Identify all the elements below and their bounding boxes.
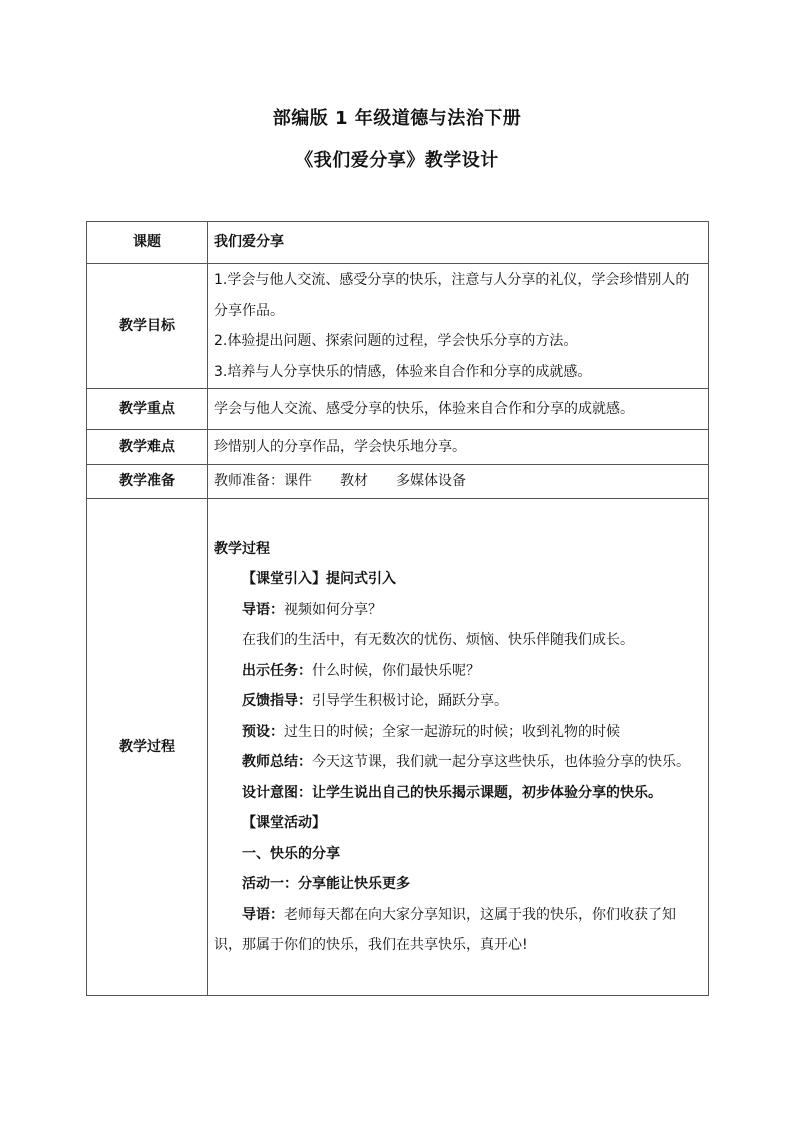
task-text: 什么时候，你们最快乐呢？ — [312, 662, 480, 679]
feedback-line — [214, 686, 702, 717]
feedback-label: 反馈指导： — [242, 693, 312, 709]
section-title: 一、快乐的分享 — [242, 845, 340, 862]
summary-text: 今天这节课，我们就一起分享这些快乐，也体验分享的快乐。 — [312, 754, 690, 770]
preparation-label: 教学准备 — [87, 465, 208, 499]
difficulty-label: 教学难点 — [87, 430, 208, 465]
key-points-value: 学会与他人交流、感受分享的快乐，体验来自合作和分享的成就感。 — [208, 389, 709, 430]
activity-one-title: 活动一：分享能让快乐更多 — [242, 876, 410, 892]
guide2-label: 导语： — [242, 906, 284, 923]
goal-item-3: 3.培养与人分享快乐的情感，体验来自合作和分享的成就感。 — [214, 363, 592, 380]
activity-title: 【课堂活动】 — [242, 815, 326, 831]
preset-text: 过生日的时候；全家一起游玩的时候；收到礼物的时候 — [284, 723, 620, 740]
summary-line — [214, 747, 702, 778]
goals-cell — [208, 264, 709, 389]
goal-item-2: 2.体验提出问题、探索问题的过程，学会快乐分享的方法。 — [214, 333, 578, 349]
key-points-label: 教学重点 — [87, 389, 208, 430]
guide-text: 视频如何分享？ — [284, 601, 382, 618]
topic-value: 我们爱分享 — [208, 222, 709, 264]
preset-line — [214, 717, 702, 748]
goal-item-1: 1.学会与他人交流、感受分享的快乐，注意与人分享的礼仪，学会珍惜别人的分享作品。 — [214, 272, 690, 319]
document-title: 部编版 1 年级道德与法治下册 — [272, 108, 522, 129]
process-heading: 教学过程 — [214, 540, 270, 557]
table-row-process — [87, 499, 709, 996]
guide2-text: 老师每天都在向大家分享知识，这属于我的快乐，你们收获了知识，那属于你们的快乐，我们在共享快乐，真开心! — [214, 906, 676, 953]
task-label: 出示任务： — [242, 662, 312, 679]
guide2-line — [214, 900, 702, 961]
summary-label: 教师总结： — [242, 754, 312, 770]
preparation-value: 教师准备：课件 教材 多媒体设备 — [208, 465, 709, 499]
guide-label: 导语： — [242, 601, 284, 618]
document-subtitle: 《我们爱分享》教学设计 — [295, 150, 499, 171]
feedback-text: 引导学生积极讨论，踊跃分享。 — [312, 693, 508, 709]
table-row-preparation — [87, 465, 709, 499]
goals-label: 教学目标 — [87, 264, 208, 389]
table-row-topic — [87, 222, 709, 264]
lesson-plan-table — [86, 221, 709, 996]
process-cell — [208, 499, 709, 996]
life-line: 在我们的生活中，有无数次的忧伤、烦恼、快乐伴随我们成长。 — [242, 632, 634, 648]
table-row-key-points — [87, 389, 709, 430]
process-label: 教学过程 — [87, 499, 208, 996]
intro-title: 【课堂引入】提问式引入 — [242, 571, 396, 587]
task-line — [214, 656, 702, 687]
topic-label: 课题 — [87, 222, 208, 264]
guide-line — [214, 595, 702, 626]
table-row-difficulty — [87, 430, 709, 465]
preset-label: 预设： — [242, 723, 284, 740]
difficulty-value: 珍惜别人的分享作品，学会快乐地分享。 — [208, 430, 709, 465]
design-intent: 设计意图：让学生说出自己的快乐揭示课题，初步体验分享的快乐。 — [242, 784, 662, 801]
table-row-goals — [87, 264, 709, 389]
